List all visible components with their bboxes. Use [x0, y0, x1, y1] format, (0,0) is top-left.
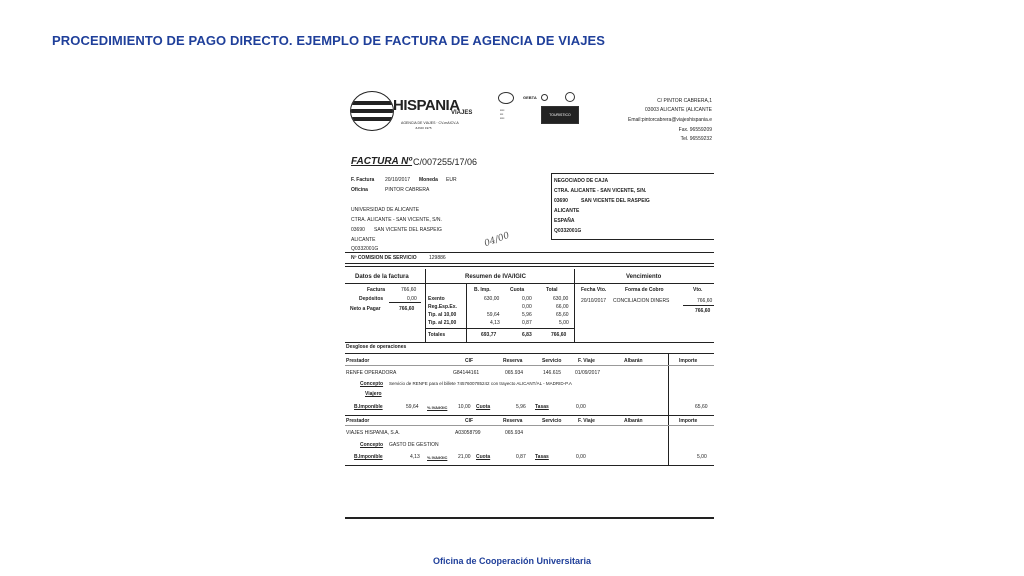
vencimiento-header: Vencimiento	[626, 274, 662, 280]
vencimiento-fecha: 20/10/2017	[581, 298, 607, 304]
resumen-col-cuota: Cuota	[510, 287, 525, 293]
op1-col-prestador: Prestador	[346, 358, 370, 364]
invoice-date: 20/10/2017	[385, 177, 411, 183]
resumen-header: Resumen de IVA/IGIC	[465, 274, 526, 280]
hispania-logo	[350, 91, 394, 131]
op1-cuota: 5,96	[516, 404, 526, 410]
op2-tasas: 0,00	[576, 454, 586, 460]
op1-servicio: 146.615	[543, 370, 562, 376]
resumen-row-cuota: 0,00	[522, 296, 532, 302]
op2-concepto-label: Concepto	[360, 442, 384, 448]
resumen-row-total: 65,60	[556, 312, 569, 318]
currency-label: Moneda	[419, 177, 438, 183]
op2-col-importe: Importe	[679, 418, 698, 424]
op2-cuota: 0,87	[516, 454, 526, 460]
gebta-badge: GEBTA	[523, 95, 537, 100]
op2-prestador: VIAJES HISPANIA, S.A.	[346, 430, 400, 436]
op1-reserva: 065.934	[505, 370, 524, 376]
datos-header: Datos de la factura	[355, 274, 409, 280]
op1-col-importe: Importe	[679, 358, 698, 364]
slide-title: PROCEDIMIENTO DE PAGO DIRECTO. EJEMPLO DE FACTURA DE AGENCIA DE VIAJES	[52, 33, 606, 48]
currency: EUR	[446, 177, 457, 183]
op1-concepto-label: Concepto	[360, 381, 384, 387]
client-street: CTRA. ALICANTE - SAN VICENTE, S/N.	[351, 217, 442, 223]
datos-value-depositos: 0,00	[407, 296, 417, 302]
desglose-header: Desglose de operaciones	[346, 344, 407, 350]
resumen-row-label: Exento	[428, 296, 445, 302]
association-seal-icon	[498, 92, 514, 104]
resumen-row-total: 66,00	[556, 304, 569, 310]
resumen-row-cuota: 0,87	[522, 320, 532, 326]
datos-label-depositos: Depósitos	[359, 296, 384, 302]
agency-fax: Fax. 96559209	[678, 127, 712, 133]
touristic-badge: TOURISTICO	[541, 106, 579, 124]
resumen-row-label: Tip. al 10,00	[428, 312, 457, 318]
op2-col-servicio: Servicio	[542, 418, 562, 424]
op1-prestador: RENFE OPERADORA	[346, 370, 397, 376]
agency-tel: Tel. 96559232	[680, 136, 712, 142]
resumen-totals-cuota: 6,83	[522, 332, 532, 338]
op1-cuota-label: Cuota	[476, 404, 491, 410]
slide-footer: Oficina de Cooperación Universitaria	[432, 556, 592, 566]
op1-col-servicio: Servicio	[542, 358, 562, 364]
commission-label: Nº COMISION DE SERVICIO	[351, 255, 417, 261]
agency-address1: C/ PINTOR CABRERA,1	[657, 98, 712, 104]
op2-importe: 5,00	[697, 454, 707, 460]
agency-brand-sub: VIAJES	[451, 110, 473, 116]
op2-cuota-label: Cuota	[476, 454, 491, 460]
invoice-label: FACTURA Nº	[351, 156, 413, 167]
resumen-totals-bimp: 693,77	[481, 332, 497, 338]
op1-iva-label: % IVA/IGIC	[427, 405, 448, 410]
op1-iva: 10,00	[458, 404, 471, 410]
client-cif: Q0332001G	[351, 246, 379, 252]
vencimiento-col-vto: Vto.	[693, 287, 703, 293]
resumen-row-cuota: 5,96	[522, 312, 532, 318]
op2-col-cif: CIF	[465, 418, 474, 424]
op1-fviaje: 01/09/2017	[575, 370, 601, 376]
datos-value-neto: 766,60	[399, 306, 415, 312]
billing-cif: Q0332001G	[554, 228, 582, 234]
op2-col-reserva: Reserva	[503, 418, 523, 424]
resumen-row-total: 5,00	[559, 320, 569, 326]
datos-label-factura: Factura	[367, 287, 386, 293]
vencimiento-total: 766,60	[695, 308, 711, 314]
resumen-row-label: Reg.Esp.Ex.	[428, 304, 457, 310]
op1-importe: 65,60	[695, 404, 708, 410]
op1-viajero-label: Viajero	[365, 391, 382, 397]
certification-icon	[541, 94, 548, 101]
op1-bimp: 59,64	[406, 404, 419, 410]
billing-cp: 03690	[554, 198, 568, 204]
datos-value-factura: 766,60	[401, 287, 417, 293]
op1-cif: G84144161	[453, 370, 480, 376]
op2-col-prestador: Prestador	[346, 418, 370, 424]
resumen-row-bimp: 630,00	[484, 296, 500, 302]
billing-line1: NEGOCIADO DE CAJA	[554, 178, 609, 184]
seal-caption: ▪▪▪▪ ▪▪▪ ▪▪▪▪	[500, 108, 505, 120]
op2-concepto: GASTO DE GESTION	[389, 442, 439, 448]
op2-cif: A03058799	[455, 430, 481, 436]
billing-city: SAN VICENTE DEL RASPEIG	[581, 198, 650, 204]
resumen-col-total: Total	[546, 287, 558, 293]
op2-tasas-label: Tasas	[535, 454, 549, 460]
invoice-date-label: F. Factura	[351, 177, 375, 183]
agency-tagline-2: JUNIO 1975	[415, 126, 432, 130]
datos-label-neto: Neto a Pagar	[350, 306, 381, 312]
resumen-row-cuota: 0,00	[522, 304, 532, 310]
globe-icon	[565, 92, 575, 102]
agency-address2: 03003 ALICANTE (ALICANTE	[645, 107, 712, 113]
agency-email: Email:pintorcabrera@viajeshispania.e	[627, 117, 712, 123]
handwritten-note: 04/00	[483, 230, 511, 250]
resumen-row-bimp: 4,13	[490, 320, 500, 326]
op2-iva: 21,00	[458, 454, 471, 460]
invoice-document	[345, 88, 714, 520]
resumen-totals-total: 766,60	[551, 332, 567, 338]
op2-reserva: 065.934	[505, 430, 524, 436]
agency-tagline: AGENCIA DE VIAJES · CV-mAICV-A	[401, 121, 459, 125]
billing-country: ESPAÑA	[554, 218, 575, 224]
resumen-row-total: 630,00	[553, 296, 569, 302]
op1-concepto: Servicio de RENFE para el billete 7457600785242 con trayecto ALICANT/AL - MADRID-P.A	[389, 381, 572, 386]
resumen-row-label: Tip. al 21,00	[428, 320, 457, 326]
op2-bimp: 4,13	[410, 454, 420, 460]
resumen-row-bimp: 59,64	[487, 312, 500, 318]
client-province: ALICANTE	[351, 237, 376, 243]
invoice-number: C/007255/17/06	[413, 157, 478, 167]
op1-tasas-label: Tasas	[535, 404, 549, 410]
client-city: SAN VICENTE DEL RASPEIG	[374, 227, 442, 233]
billing-line2: CTRA. ALICANTE - SAN VICENTE, S/N.	[554, 188, 647, 194]
vencimiento-col-forma: Forma de Cobro	[625, 287, 664, 293]
op1-tasas: 0,00	[576, 404, 586, 410]
op2-iva-label: % IVA/IGIC	[427, 455, 448, 460]
op1-col-reserva: Reserva	[503, 358, 523, 364]
billing-province: ALICANTE	[554, 208, 580, 214]
office-label: Oficina	[351, 187, 368, 193]
agency-brand: HISPANIA	[393, 97, 460, 114]
op1-col-cif: CIF	[465, 358, 474, 364]
op2-col-fviaje: F. Viaje	[578, 418, 595, 424]
op1-col-albaran: Albarán	[624, 358, 643, 364]
client-cp: 03690	[351, 227, 365, 233]
resumen-totals-label: Totales	[428, 332, 446, 338]
vencimiento-forma: CONCILIACION DINERS	[613, 298, 670, 304]
op1-col-fviaje: F. Viaje	[578, 358, 595, 364]
vencimiento-vto: 766,60	[697, 298, 713, 304]
op1-bimp-label: B.Imponible	[354, 404, 383, 410]
op2-bimp-label: B.Imponible	[354, 454, 383, 460]
resumen-col-bimp: B. Imp.	[474, 287, 491, 293]
office: PINTOR CABRERA	[385, 187, 430, 193]
vencimiento-col-fecha: Fecha Vto.	[581, 287, 607, 293]
op2-col-albaran: Albarán	[624, 418, 643, 424]
commission-value: 129886	[429, 255, 446, 261]
client-name: UNIVERSIDAD DE ALICANTE	[351, 207, 420, 213]
